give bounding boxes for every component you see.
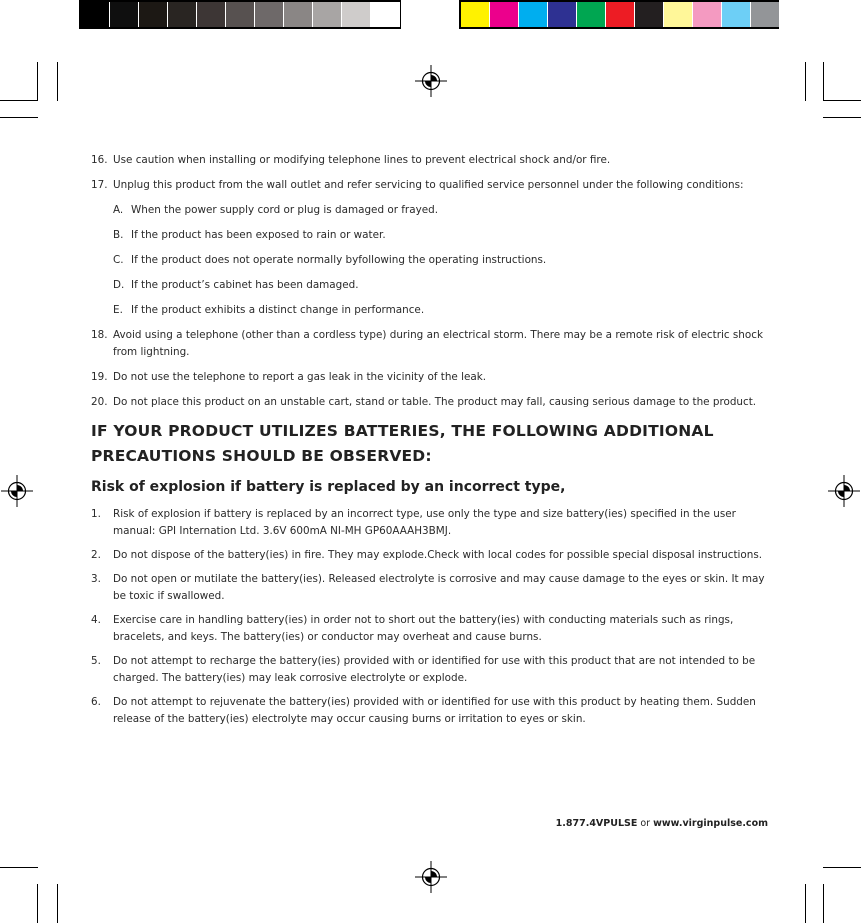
crop-mark bbox=[37, 62, 38, 101]
phone-number: 1.877.4VPULSE bbox=[555, 818, 638, 829]
crop-mark bbox=[823, 100, 861, 101]
crop-mark bbox=[805, 884, 806, 923]
document-body bbox=[91, 152, 771, 735]
item-number: 3. bbox=[91, 573, 101, 585]
item-text: Do not attempt to rejuvenate the battery(ies) provided with or identified for use with this product by heating them. Sudden release of the battery(ies) electrolyte may occur causing burns or irritation to eyes or skin. bbox=[113, 696, 756, 725]
color-swatch bbox=[693, 2, 722, 27]
crop-mark bbox=[823, 867, 861, 868]
section-heading: IF YOUR PRODUCT UTILIZES BATTERIES, THE FOLLOWING ADDITIONAL PRECAUTIONS SHOULD BE OBSERVED: bbox=[91, 422, 714, 465]
item-text: Exercise care in handling battery(ies) in order not to short out the battery(ies) with conducting materials such as rings, bracelets, and keys. The battery(ies) or conductor may overheat and cause burns. bbox=[113, 614, 734, 643]
item-number: 4. bbox=[91, 614, 101, 626]
website-url[interactable]: www.virginpulse.com bbox=[653, 818, 768, 829]
list-item bbox=[91, 571, 771, 605]
color-swatch bbox=[197, 2, 226, 27]
registration-mark-right bbox=[828, 475, 860, 507]
item-text: If the product does not operate normally byfollowing the operating instructions. bbox=[131, 254, 547, 266]
list-item bbox=[91, 506, 771, 540]
item-letter: E. bbox=[113, 304, 123, 316]
item-number: 17. bbox=[91, 179, 108, 191]
color-swatch bbox=[81, 2, 110, 27]
crop-mark bbox=[0, 867, 38, 868]
item-letter: B. bbox=[113, 229, 124, 241]
crop-mark bbox=[823, 884, 824, 923]
item-text: Do not use the telephone to report a gas leak in the vicinity of the leak. bbox=[113, 371, 487, 383]
item-number: 2. bbox=[91, 549, 101, 561]
item-number: 1. bbox=[91, 508, 101, 520]
color-swatch bbox=[342, 2, 371, 27]
battery-precautions-list bbox=[91, 506, 771, 728]
sub-list-item bbox=[91, 277, 771, 294]
crop-mark bbox=[0, 117, 38, 118]
footer-or: or bbox=[640, 818, 651, 829]
list-item bbox=[91, 327, 771, 361]
item-number: 20. bbox=[91, 396, 108, 408]
crop-mark bbox=[805, 62, 806, 101]
color-swatch bbox=[606, 2, 635, 27]
color-swatch bbox=[548, 2, 577, 27]
list-item bbox=[91, 177, 771, 194]
item-text: Unplug this product from the wall outlet and refer servicing to qualified service personnel under the following conditions: bbox=[113, 179, 744, 191]
crop-mark bbox=[823, 117, 861, 118]
item-letter: A. bbox=[113, 204, 124, 216]
crop-mark bbox=[37, 884, 38, 923]
item-number: 16. bbox=[91, 154, 108, 166]
color-swatch bbox=[255, 2, 284, 27]
item-text: If the product’s cabinet has been damaged. bbox=[131, 279, 359, 291]
footer-contact bbox=[556, 818, 768, 829]
color-swatch bbox=[461, 2, 490, 27]
sub-list-item bbox=[91, 302, 771, 319]
item-text: Use caution when installing or modifying telephone lines to prevent electrical shock and/or fire. bbox=[113, 154, 611, 166]
color-swatch bbox=[168, 2, 197, 27]
item-number: 19. bbox=[91, 371, 108, 383]
registration-mark-top bbox=[415, 65, 447, 97]
color-swatch bbox=[313, 2, 342, 27]
list-item bbox=[91, 394, 771, 411]
list-item bbox=[91, 612, 771, 646]
crop-mark bbox=[0, 100, 38, 101]
crop-mark bbox=[57, 62, 58, 101]
item-number: 5. bbox=[91, 655, 101, 667]
section-subheading: Risk of explosion if battery is replaced by an incorrect type, bbox=[91, 479, 566, 495]
color-swatch bbox=[371, 2, 400, 27]
item-text: When the power supply cord or plug is damaged or frayed. bbox=[131, 204, 439, 216]
item-number: 6. bbox=[91, 696, 101, 708]
color-swatch bbox=[577, 2, 606, 27]
color-swatch bbox=[751, 2, 780, 27]
color-swatch bbox=[284, 2, 313, 27]
sub-list-item bbox=[91, 252, 771, 269]
color-swatch bbox=[722, 2, 751, 27]
list-item bbox=[91, 694, 771, 728]
item-letter: D. bbox=[113, 279, 125, 291]
grayscale-calibration-bar bbox=[81, 0, 400, 29]
crop-mark bbox=[57, 884, 58, 923]
item-text: Do not dispose of the battery(ies) in fire. They may explode.Check with local codes for possible special disposal instructions. bbox=[113, 549, 763, 561]
color-swatch bbox=[519, 2, 548, 27]
item-text: Do not attempt to recharge the battery(ies) provided with or identified for use with this product that are not intended to be charged. The battery(ies) may leak corrosive electrolyte or explode. bbox=[113, 655, 756, 684]
sub-list-item bbox=[91, 227, 771, 244]
registration-mark-left bbox=[1, 475, 33, 507]
color-swatch bbox=[226, 2, 255, 27]
color-swatch bbox=[664, 2, 693, 27]
list-item bbox=[91, 547, 771, 564]
color-swatch bbox=[490, 2, 519, 27]
list-item bbox=[91, 369, 771, 386]
color-swatch bbox=[635, 2, 664, 27]
item-text: Do not open or mutilate the battery(ies). Released electrolyte is corrosive and may cause damage to the eyes or skin. It may be toxic if swallowed. bbox=[113, 573, 765, 602]
item-text: Do not place this product on an unstable cart, stand or table. The product may fall, causing serious damage to the product. bbox=[113, 396, 757, 408]
item-letter: C. bbox=[113, 254, 124, 266]
item-text: Risk of explosion if battery is replaced by an incorrect type, use only the type and size battery(ies) specified in the user manual: GPI Internation Ltd. 3.6V 600mA NI-MH GP60AAAH3BMJ. bbox=[113, 508, 736, 537]
item-text: Avoid using a telephone (other than a cordless type) during an electrical storm. There may be a remote risk of electric shock from lightning. bbox=[113, 329, 763, 358]
item-text: If the product exhibits a distinct change in performance. bbox=[131, 304, 425, 316]
color-swatch bbox=[139, 2, 168, 27]
item-text: If the product has been exposed to rain or water. bbox=[131, 229, 386, 241]
crop-mark bbox=[823, 62, 824, 101]
list-item bbox=[91, 152, 771, 169]
color-swatch bbox=[110, 2, 139, 27]
sub-list-item bbox=[91, 202, 771, 219]
list-item bbox=[91, 653, 771, 687]
item-number: 18. bbox=[91, 329, 108, 341]
color-calibration-bar bbox=[461, 0, 780, 29]
registration-mark-bottom bbox=[415, 861, 447, 893]
